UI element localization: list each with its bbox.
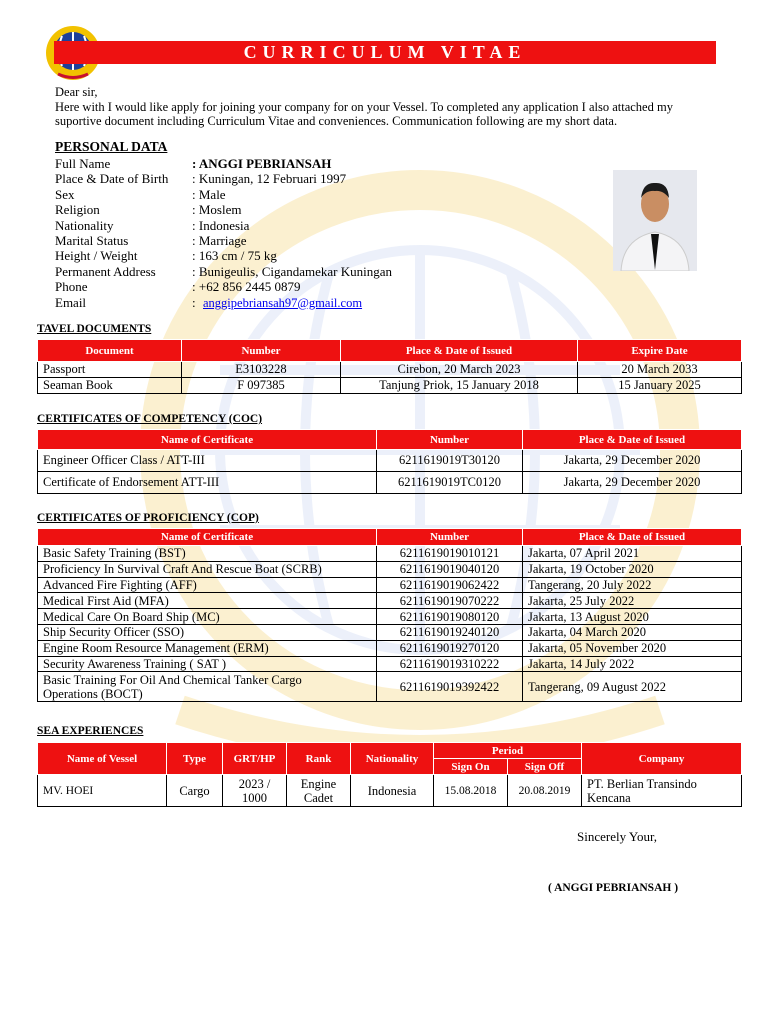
personal-row (55, 264, 455, 280)
personal-row (55, 233, 455, 249)
table-cell: Certificate of Endorsement ATT-III (38, 472, 377, 494)
table-row (38, 577, 742, 593)
field-label: Marital Status (55, 233, 129, 248)
table-cell: 6211619019010121 (377, 546, 523, 562)
cert-name-line: Basic Training For Oil And Chemical Tanker Cargo (43, 672, 302, 687)
table-cell: E3103228 (182, 362, 341, 378)
column-header: Rank (287, 743, 351, 775)
column-header: Name of Vessel (38, 743, 167, 775)
personal-row (55, 218, 455, 234)
cert-name-line: Operations (BOCT) (43, 686, 143, 701)
column-header: Nationality (351, 743, 434, 775)
field-value: : Kuningan, 12 Februari 1997 (192, 171, 347, 187)
table-cell: 20.08.2019 (508, 775, 582, 807)
column-header: Type (167, 743, 223, 775)
table-cell: Tangerang, 20 July 2022 (523, 577, 742, 593)
field-label: Sex (55, 186, 75, 202)
coc-table (37, 429, 742, 494)
table-row (38, 656, 742, 672)
company-line: Kencana (587, 790, 631, 805)
table-cell: 6211619019240120 (377, 624, 523, 640)
table-cell: Jakarta, 25 July 2022 (523, 593, 742, 609)
table-cell: Jakarta, 07 April 2021 (523, 546, 742, 562)
column-header: GRT/HP (223, 743, 287, 775)
table-cell: Medical Care On Board Ship (MC) (38, 609, 377, 625)
table-cell: Medical First Aid (MFA) (38, 593, 377, 609)
table-cell: 6211619019392422 (377, 672, 523, 702)
field-label: Religion (55, 202, 100, 218)
personal-row (55, 295, 455, 311)
column-header: Expire Date (578, 340, 742, 362)
table-cell: Ship Security Officer (SSO) (38, 624, 377, 640)
table-cell: Cirebon, 20 March 2023 (341, 362, 578, 378)
table-row (38, 472, 742, 494)
table-cell: 6211619019062422 (377, 577, 523, 593)
table-cell: 15.08.2018 (434, 775, 508, 807)
table-cell: 6211619019TC0120 (377, 472, 523, 494)
travel-documents-table (37, 339, 742, 394)
field-label: Height / Weight (55, 248, 138, 264)
table-cell: Engine Room Resource Management (ERM) (38, 640, 377, 656)
table-cell: 6211619019040120 (377, 561, 523, 577)
table-row (38, 775, 742, 807)
field-label: Phone (55, 279, 88, 295)
salutation: Dear sir, (55, 85, 98, 99)
column-header: Number (377, 529, 523, 546)
profile-photo (613, 170, 697, 271)
column-header: Number (377, 430, 523, 450)
table-cell: 6211619019070222 (377, 593, 523, 609)
table-header-row (38, 529, 742, 546)
field-label: Nationality (55, 217, 114, 233)
table-cell: 6211619019270120 (377, 640, 523, 656)
table-row (38, 609, 742, 625)
column-header: Period (434, 743, 582, 759)
field-value: : Marriage (192, 233, 247, 248)
table-cell: Jakarta, 04 March 2020 (523, 624, 742, 640)
field-value: : +62 856 2445 0879 (192, 279, 301, 295)
table-row (38, 378, 742, 394)
table-cell: Jakarta, 29 December 2020 (523, 472, 742, 494)
table-cell: Advanced Fire Fighting (AFF) (38, 577, 377, 593)
intro-line-1: Here with I would like apply for joining your company for on your Vessel. To completed any application I also attached my (55, 99, 673, 114)
column-header: Name of Certificate (38, 529, 377, 546)
column-header: Sign Off (508, 759, 582, 775)
intro-line-2: suportive document including Curriculum Vitae and conveniences. Communication following are my short data. (55, 114, 618, 128)
table-cell: 6211619019080120 (377, 609, 523, 625)
personal-row (55, 248, 455, 264)
table-header-row (38, 743, 742, 759)
table-cell (287, 775, 351, 807)
table-row (38, 672, 742, 702)
closing-text: Sincerely Your, (577, 829, 658, 844)
table-row (38, 546, 742, 562)
table-row (38, 593, 742, 609)
table-cell: Cargo (167, 775, 223, 807)
sea-experiences-heading: SEA EXPERIENCES (37, 725, 144, 737)
field-value: : ANGGI PEBRIANSAH (192, 156, 332, 171)
personal-row (55, 171, 455, 187)
table-cell (582, 775, 742, 807)
field-value: : (192, 294, 196, 310)
table-cell: Basic Safety Training (BST) (38, 546, 377, 562)
field-label: Place & Date of Birth (55, 171, 169, 187)
column-header: Place & Date of Issued (523, 430, 742, 450)
travel-documents-heading: TAVEL DOCUMENTS (37, 323, 152, 335)
field-label: Permanent Address (55, 263, 156, 279)
table-cell: 6211619019310222 (377, 656, 523, 672)
table-row (38, 561, 742, 577)
table-cell: Jakarta, 05 November 2020 (523, 640, 742, 656)
portrait-icon (613, 170, 697, 271)
cop-table (37, 528, 742, 702)
table-header-row (38, 340, 742, 362)
field-value: : Indonesia (192, 217, 250, 233)
intro-letter (55, 85, 735, 129)
table-cell: Jakarta, 29 December 2020 (523, 450, 742, 472)
table-cell: Tanjung Priok, 15 January 2018 (341, 378, 578, 394)
column-header: Sign On (434, 759, 508, 775)
grt-line: 2023 / (238, 776, 271, 791)
field-label: Email (55, 294, 87, 310)
table-cell: MV. HOEI (38, 775, 167, 807)
table-cell (38, 672, 377, 702)
table-cell: Jakarta, 14 July 2022 (523, 656, 742, 672)
field-value: : Male (192, 186, 226, 202)
field-value: : Bunigeulis, Cigandamekar Kuningan (192, 263, 393, 279)
personal-row (55, 279, 455, 295)
table-cell: Engineer Officer Class / ATT-III (38, 450, 377, 472)
personal-row (55, 202, 455, 218)
table-cell: F 097385 (182, 378, 341, 394)
table-cell: Seaman Book (38, 378, 182, 394)
email-link[interactable]: anggipebriansah97@gmail.com (203, 295, 363, 310)
column-header: Place & Date of Issued (523, 529, 742, 546)
grt-line: 1000 (242, 790, 267, 805)
signature-name: ( ANGGI PEBRIANSAH ) (548, 882, 679, 894)
column-header: Place & Date of Issued (341, 340, 578, 362)
sea-experiences-table (37, 742, 742, 807)
table-row (38, 362, 742, 378)
table-row (38, 640, 742, 656)
column-header: Name of Certificate (38, 430, 377, 450)
table-cell: Passport (38, 362, 182, 378)
cop-heading: CERTIFICATES OF PROFICIENCY (COP) (37, 512, 259, 524)
table-cell: Proficiency In Survival Craft And Rescue Boat (SCRB) (38, 561, 377, 577)
rank-line: Cadet (303, 790, 334, 805)
table-cell: Indonesia (351, 775, 434, 807)
table-header-row (38, 430, 742, 450)
page-title: CURRICULUM VITAE (54, 41, 716, 64)
personal-row (55, 156, 455, 172)
rank-line: Engine (300, 776, 337, 791)
table-cell: 15 January 2025 (578, 378, 742, 394)
column-header: Number (182, 340, 341, 362)
company-line: PT. Berlian Transindo (587, 776, 697, 791)
table-cell: Jakarta, 19 October 2020 (523, 561, 742, 577)
table-cell: Tangerang, 09 August 2022 (523, 672, 742, 702)
column-header: Document (38, 340, 182, 362)
column-header: Company (582, 743, 742, 775)
coc-heading: CERTIFICATES OF COMPETENCY (COC) (37, 413, 263, 425)
field-label: Full Name (55, 156, 111, 171)
field-value: : Moslem (192, 202, 242, 218)
field-value: : 163 cm / 75 kg (192, 248, 277, 264)
table-row (38, 450, 742, 472)
table-row (38, 624, 742, 640)
personal-row (55, 187, 455, 203)
personal-data-heading: PERSONAL DATA (55, 139, 168, 154)
table-cell: 20 March 2033 (578, 362, 742, 378)
table-cell: Jakarta, 13 August 2020 (523, 609, 742, 625)
table-cell (223, 775, 287, 807)
table-cell: Security Awareness Training ( SAT ) (38, 656, 377, 672)
table-cell: 6211619019T30120 (377, 450, 523, 472)
